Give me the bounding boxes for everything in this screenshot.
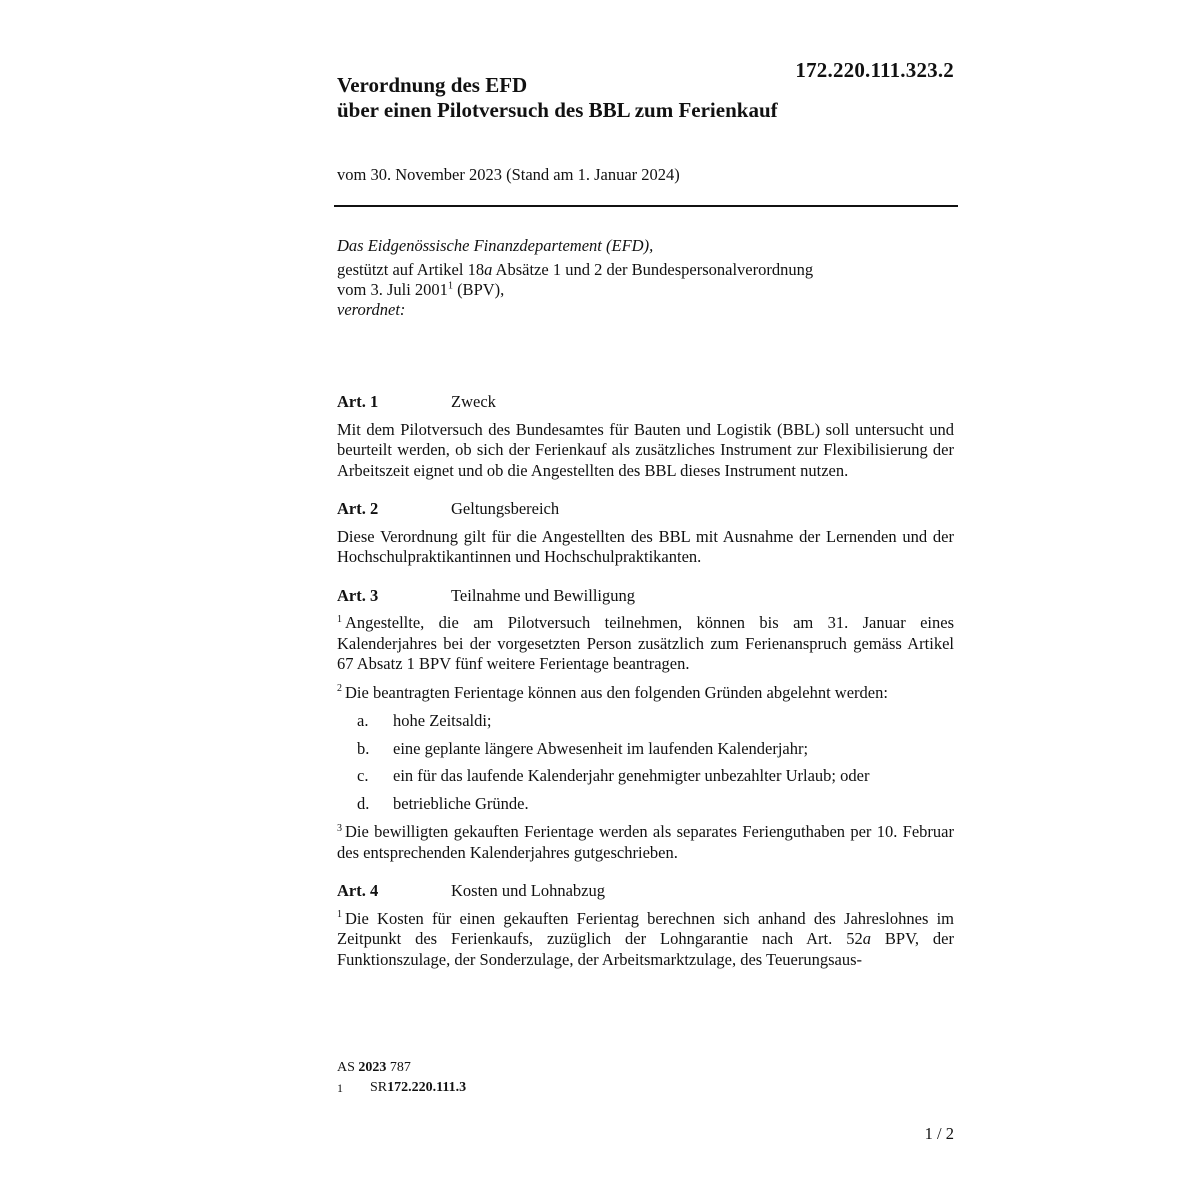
list-item: b. eine geplante längere Abwesenheit im laufenden Kalenderjahr; [357,738,809,758]
preamble-issuer: Das Eidgenössische Finanzdepartement (EFD), [337,236,654,255]
footnote-1: 1 SR 172.220.111.3 [337,1080,467,1095]
document-page [337,0,958,1200]
article-2 [337,499,954,568]
article-number: Art. 4 [337,881,379,900]
paragraph-1: $^1$ Angestellte, die am Pilotversuch teilnehmen, können bis am 31. Januar eines Kalenderjahres bei der vorgesetzten Person zusätzlich zum Ferienanspruch gemäss Artikel 67 Absatz 1 BPV fünf weitere Ferientage beantragen. [337,613,954,673]
preamble-basis-line-1: gestützt auf Artikel 18a Absätze 1 und 2 der Bundespersonalverordnung [337,260,814,279]
article-number: Art. 1 [337,392,379,411]
article-text: Diese Verordnung gilt für die Angestellten des BBL mit Ausnahme der Lernenden und der Hochschulpraktikantinnen und Hochschulpraktikanten. [337,526,954,566]
title-line-1: Verordnung des EFD [337,73,528,97]
article-4 [337,881,954,970]
date-line: vom 30. November 2023 (Stand am 1. Januar 2024) [337,165,680,184]
preamble [337,236,954,320]
article-title: Geltungsbereich [451,499,560,518]
page-title [337,73,778,123]
article-heading [337,881,954,902]
article-3 [337,586,954,864]
article-heading [337,586,954,607]
sr-number: 172.220.111.323.2 [795,58,954,82]
footnotes [337,1058,466,1098]
header-divider [334,205,958,207]
paragraph-1: $^1$ Die Kosten für einen gekauften Ferientag berechnen sich anhand des Jahreslohnes im Zeitpunkt des Ferienkaufs, zuzüglich der Lohngarantie nach Art. 52a BPV, der Funktionszulage, der Sonderzulage, der Arbeitsmarktzulage, des Teuerungsaus- [337,908,954,969]
article-heading [337,499,954,520]
paragraph-2: $^2$ Die beantragten Ferientage können aus den folgenden Gründen abgelehnt werden: [337,682,888,702]
preamble-basis-line-2: vom 3. Juli 2001$^1$ (BPV), [337,280,505,299]
page-number: 1 / 2 [924,1124,954,1143]
article-title: Zweck [451,392,496,411]
article-title: Teilnahme und Bewilligung [451,585,635,605]
footnote-ref-1[interactable]: 1 [447,280,453,292]
article-title: Kosten und Lohnabzug [451,881,605,900]
title-line-2: über einen Pilotversuch des BBL zum Ferienkauf [337,98,778,122]
article-number: Art. 2 [337,499,379,518]
article-1 [337,392,954,481]
article-heading [337,392,954,413]
article-number: Art. 3 [337,585,379,605]
list-item: c. ein für das laufende Kalenderjahr genehmigter unbezahlter Urlaub; oder [357,766,870,785]
reasons-list [337,711,954,814]
as-reference: AS 2023 787 [337,1060,411,1075]
paragraph-3: $^3$ Die bewilligten gekauften Ferientage werden als separates Ferienguthaben per 10. Februar des entsprechenden Kalenderjahres gutgeschrieben. [337,822,954,862]
preamble-enacts: verordnet: [337,300,406,319]
list-item: d. betriebliche Gründe. [357,793,529,813]
articles [337,392,954,988]
list-item: a. hohe Zeitsaldi; [357,711,492,730]
article-text: Mit dem Pilotversuch des Bundesamtes für Bauten und Logistik (BBL) soll untersucht und beurteilt werden, ob sich der Ferienkauf als zusätzliches Instrument zur Flexibilisierung der Arbeitszeit eignet und ob die Angestellten des BBL dieses Instrument nutzen. [337,419,954,480]
